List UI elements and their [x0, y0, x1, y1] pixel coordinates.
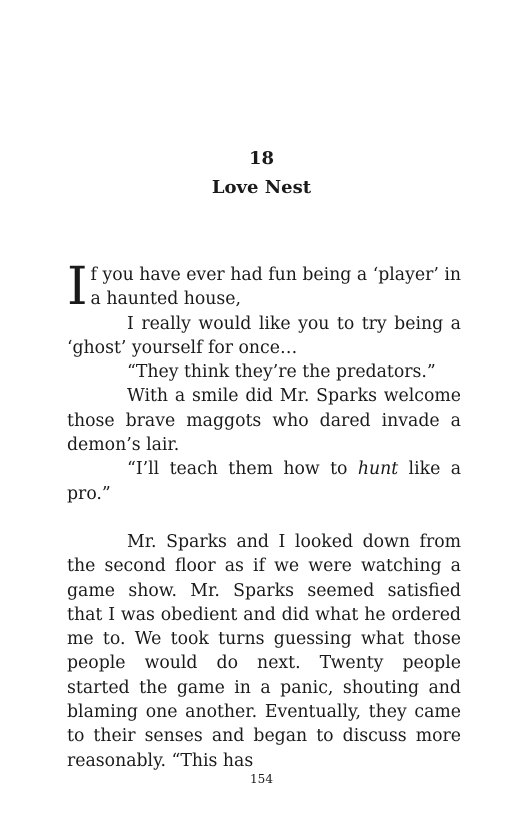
paragraph-5-emphasis: hunt [357, 459, 399, 480]
paragraph-5-end: like a pro.” [67, 459, 461, 504]
paragraph-5 [67, 457, 461, 506]
drop-cap: I [67, 257, 88, 317]
section-gap [67, 506, 461, 530]
paragraph-2: I really would like you to try being a ‘ghost’ yourself for once… [67, 313, 461, 358]
paragraph-5-start: “I’ll teach them how to [127, 459, 358, 480]
chapter-title: Love Nest [211, 177, 312, 198]
chapter-number: 18 [248, 148, 275, 169]
paragraph-1-text: f you have ever had fun being a ‘player’ in a haunted house, [90, 265, 461, 310]
paragraph-1 [67, 257, 461, 317]
body-text [67, 257, 461, 773]
paragraph-6: Mr. Sparks and I looked down from the second floor as if we were watching a game show. Mr. Sparks seemed satisfied that I was obedient and did what he ordered me to. We took turns guessing what those people would do next. Twenty people started the game in a panic, shouting and blaming one another. Eventually, they came to their senses and began to discuss more reasonably. “This has [67, 531, 461, 771]
paragraph-4: With a smile did Mr. Sparks welcome those brave maggots who dared invade a demon’s lair. [67, 386, 461, 456]
page-number: 154 [250, 772, 273, 786]
paragraph-3: “They think they’re the predators.” [127, 362, 436, 383]
